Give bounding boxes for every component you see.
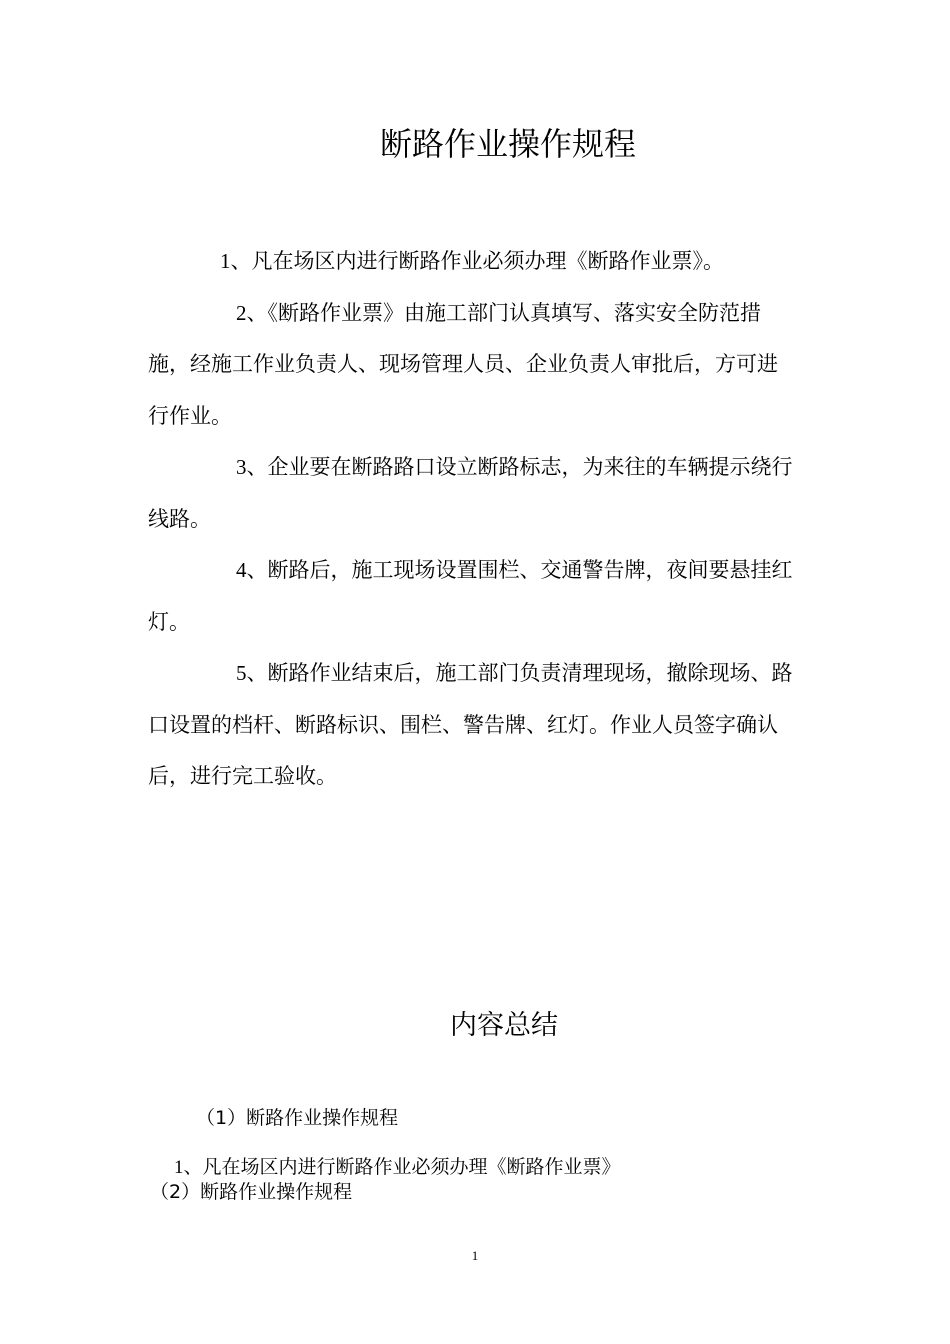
paragraph-text: 、断路作业结束后，施工部门负责清理现场，撤除现场、路口设置的档杆、断路标识、围栏、警告牌、红灯。作业人员签字确认后，进行完工验收。 [148, 661, 793, 788]
paragraph-text: 、《断路作业票》由施工部门认真填写、落实安全防范措施，经施工作业负责人、现场管理人员、企业负责人审批后，方可进行作业。 [148, 300, 778, 428]
paragraph-text: 、断路后，施工现场设置围栏、交通警告牌，夜间要悬挂红灯。 [148, 558, 793, 634]
paragraph-text: 、凡在场区内进行断路作业必须办理《断路作业票》。 [230, 249, 724, 273]
document-body [148, 236, 798, 803]
summary-text: 、凡在场区内进行断路作业必须办理《断路作业票》 [183, 1156, 621, 1178]
paragraph-number: 1 [220, 249, 231, 273]
summary-title: 内容总结 [450, 1010, 558, 1041]
summary-line-3: （2）断路作业操作规程 [150, 1181, 353, 1203]
summary-number: 1 [174, 1157, 184, 1178]
paragraph-2 [148, 288, 798, 443]
page-number: 1 [471, 1248, 479, 1263]
paragraph-number: 4 [236, 558, 247, 582]
paragraph-number: 3 [236, 455, 247, 479]
paragraph-number: 5 [236, 661, 247, 685]
summary-line-1: （1）断路作业操作规程 [196, 1107, 399, 1129]
paragraph-5 [148, 648, 798, 803]
paragraph-1 [148, 236, 798, 288]
document-title: 断路作业操作规程 [379, 125, 636, 163]
summary-line-2 [174, 1154, 621, 1181]
paragraph-number: 2 [236, 300, 247, 325]
paragraph-3 [148, 442, 798, 545]
paragraph-4 [148, 545, 798, 648]
paragraph-text: 、企业要在断路路口设立断路标志，为来往的车辆提示绕行线路。 [148, 455, 793, 531]
